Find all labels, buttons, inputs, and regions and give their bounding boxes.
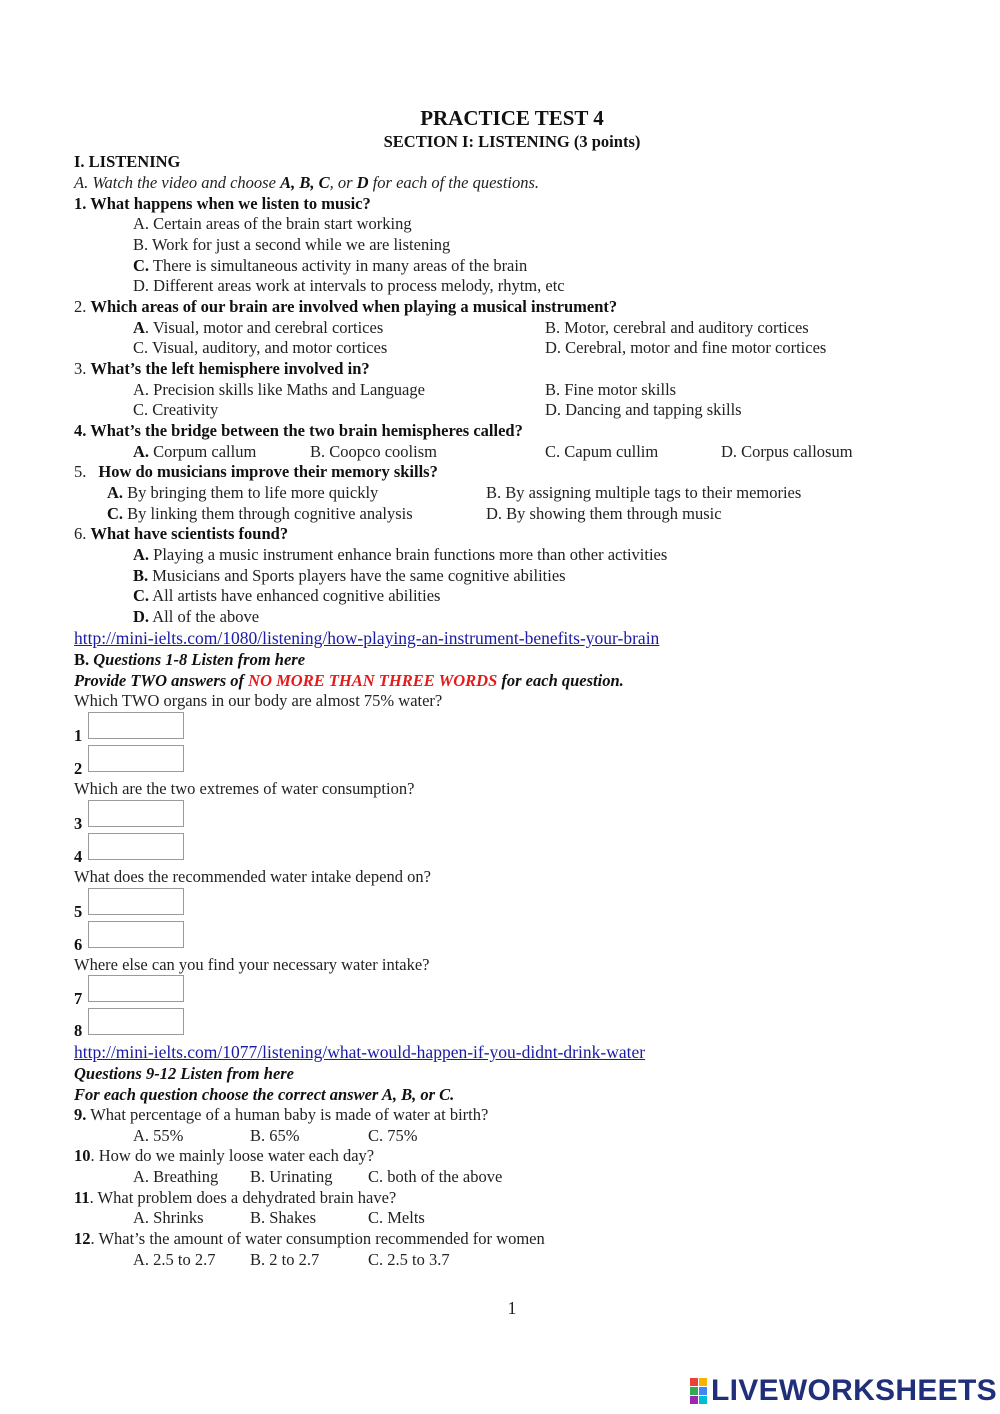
answer-input-1[interactable]: [88, 712, 184, 739]
blank-number: 7: [74, 989, 83, 1008]
q6-option-c[interactable]: C. All artists have enhanced cognitive abilities: [133, 586, 441, 605]
page-title: PRACTICE TEST 4: [420, 106, 604, 130]
q1-option-c[interactable]: C. There is simultaneous activity in many areas of the brain: [133, 256, 528, 275]
q3-option-d[interactable]: D. Dancing and tapping skills: [545, 400, 742, 419]
q11-option-b[interactable]: B. Shakes: [250, 1208, 316, 1227]
question-12: 12. What’s the amount of water consumption recommended for women: [74, 1229, 545, 1248]
q9-option-b[interactable]: B. 65%: [250, 1126, 300, 1145]
question-3: 3. What’s the left hemisphere involved in?: [74, 359, 370, 378]
part-b-question-3: What does the recommended water intake depend on?: [74, 867, 431, 886]
part-b-question-2: Which are the two extremes of water consumption?: [74, 779, 415, 798]
liveworksheets-logo-icon: [690, 1378, 707, 1404]
part-a-instruction: A. Watch the video and choose A, B, C, or D for each of the questions.: [74, 173, 540, 192]
q11-option-c[interactable]: C. Melts: [368, 1208, 425, 1227]
listening-link-1[interactable]: http://mini-ielts.com/1080/listening/how-playing-an-instrument-benefits-your-brain: [74, 628, 660, 648]
part-b-title: B. Questions 1-8 Listen from here: [74, 650, 306, 669]
answer-input-5[interactable]: [88, 888, 184, 915]
q10-option-a[interactable]: A. Breathing: [133, 1167, 219, 1186]
q4-option-a[interactable]: A. Corpum callum: [133, 442, 257, 461]
q12-option-c[interactable]: C. 2.5 to 3.7: [368, 1250, 450, 1269]
q2-option-b[interactable]: B. Motor, cerebral and auditory cortices: [545, 318, 809, 337]
q3-option-c[interactable]: C. Creativity: [133, 400, 219, 419]
q12-option-b[interactable]: B. 2 to 2.7: [250, 1250, 320, 1269]
answer-input-4[interactable]: [88, 833, 184, 860]
q1-option-b[interactable]: B. Work for just a second while we are listening: [133, 235, 451, 254]
q10-option-c[interactable]: C. both of the above: [368, 1167, 503, 1186]
part-c-title: Questions 9-12 Listen from here: [74, 1064, 295, 1083]
q2-option-d[interactable]: D. Cerebral, motor and fine motor cortices: [545, 338, 827, 357]
answer-input-7[interactable]: [88, 975, 184, 1002]
question-11: 11. What problem does a dehydrated brain have?: [74, 1188, 397, 1207]
part-heading: I. LISTENING: [74, 152, 181, 171]
q5-option-a[interactable]: A. By bringing them to life more quickly: [107, 483, 379, 502]
q9-option-c[interactable]: C. 75%: [368, 1126, 418, 1145]
q1-option-d[interactable]: D. Different areas work at intervals to process melody, rhytm, etc: [133, 276, 565, 295]
answer-input-8[interactable]: [88, 1008, 184, 1035]
q5-option-d[interactable]: D. By showing them through music: [486, 504, 722, 523]
liveworksheets-logo-text: LIVEWORKSHEETS: [711, 1374, 997, 1407]
question-1: 1. What happens when we listen to music?: [74, 194, 371, 213]
blank-number: 1: [74, 726, 83, 745]
part-b-instruction: Provide TWO answers of NO MORE THAN THREE WORDS for each question.: [74, 671, 624, 690]
q2-option-c[interactable]: C. Visual, auditory, and motor cortices: [133, 338, 388, 357]
blank-number: 2: [74, 759, 83, 778]
q10-option-b[interactable]: B. Urinating: [250, 1167, 333, 1186]
blank-number: 3: [74, 814, 83, 833]
q4-option-c[interactable]: C. Capum cullim: [545, 442, 659, 461]
q3-option-a[interactable]: A. Precision skills like Maths and Language: [133, 380, 425, 399]
q2-option-a[interactable]: A. Visual, motor and cerebral cortices: [133, 318, 384, 337]
page-number: 1: [507, 1298, 517, 1318]
q5-option-b[interactable]: B. By assigning multiple tags to their memories: [486, 483, 802, 502]
blank-number: 8: [74, 1021, 83, 1040]
answer-input-6[interactable]: [88, 921, 184, 948]
q4-option-d[interactable]: D. Corpus callosum: [721, 442, 853, 461]
answer-input-2[interactable]: [88, 745, 184, 772]
liveworksheets-logo: [690, 1376, 997, 1406]
question-6: 6. What have scientists found?: [74, 524, 289, 543]
listening-link-2[interactable]: http://mini-ielts.com/1077/listening/what-would-happen-if-you-didnt-drink-water: [74, 1042, 646, 1062]
q6-option-a[interactable]: A. Playing a music instrument enhance brain functions more than other activities: [133, 545, 668, 564]
blank-number: 4: [74, 847, 83, 866]
blank-number: 6: [74, 935, 83, 954]
q11-option-a[interactable]: A. Shrinks: [133, 1208, 204, 1227]
question-4: 4. What’s the bridge between the two brain hemispheres called?: [74, 421, 523, 440]
q4-option-b[interactable]: B. Coopco coolism: [310, 442, 437, 461]
question-9: 9. What percentage of a human baby is made of water at birth?: [74, 1105, 489, 1124]
question-10: 10. How do we mainly loose water each day?: [74, 1146, 375, 1165]
q1-option-a[interactable]: A. Certain areas of the brain start working: [133, 214, 412, 233]
q5-option-c[interactable]: C. By linking them through cognitive analysis: [107, 504, 413, 523]
question-5: 5. How do musicians improve their memory skills?: [74, 462, 438, 481]
section-title: SECTION I: LISTENING (3 points): [383, 132, 641, 151]
q9-option-a[interactable]: A. 55%: [133, 1126, 184, 1145]
blank-number: 5: [74, 902, 83, 921]
q3-option-b[interactable]: B. Fine motor skills: [545, 380, 677, 399]
q6-option-d[interactable]: D. All of the above: [133, 607, 260, 626]
answer-input-3[interactable]: [88, 800, 184, 827]
part-b-question-1: Which TWO organs in our body are almost 75% water?: [74, 691, 443, 710]
q12-option-a[interactable]: A. 2.5 to 2.7: [133, 1250, 216, 1269]
part-c-instruction: For each question choose the correct answer A, B, or C.: [74, 1085, 455, 1104]
q6-option-b[interactable]: B. Musicians and Sports players have the same cognitive abilities: [133, 566, 566, 585]
part-b-question-4: Where else can you find your necessary water intake?: [74, 955, 430, 974]
question-2: 2. Which areas of our brain are involved when playing a musical instrument?: [74, 297, 618, 316]
